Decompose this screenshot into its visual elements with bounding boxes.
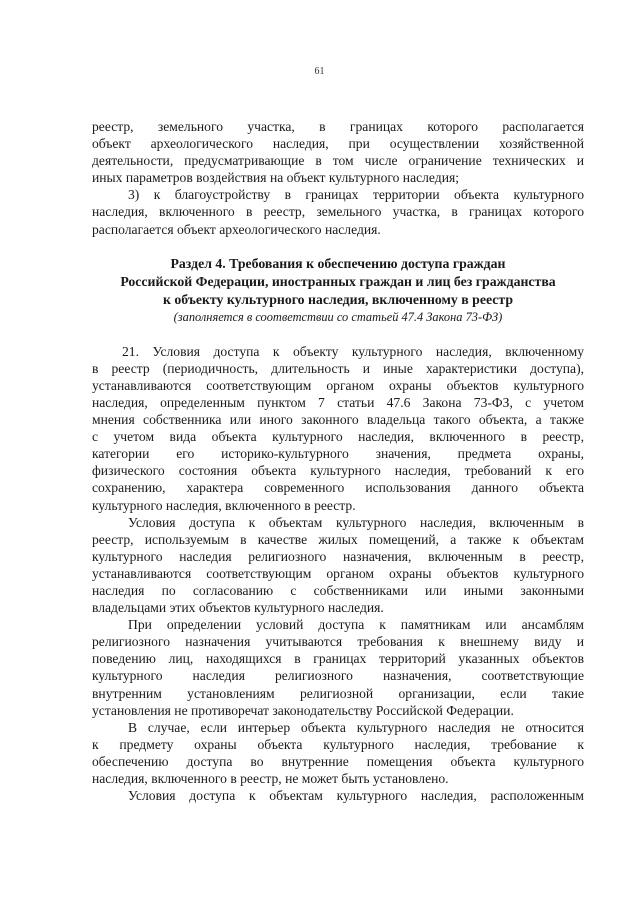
page-number: 61 <box>314 66 325 77</box>
section-heading <box>92 255 584 309</box>
text-line: к предмету охраны объекта культурного наследия, требование к <box>92 736 584 752</box>
paragraph-last <box>92 787 584 804</box>
text-line: наследия, включенного в реестр, не может быть установлено. <box>92 771 449 786</box>
text-line: объект археологического наследия, при осуществлении хозяйственной <box>92 136 584 152</box>
text-line: наследия по согласованию с собственниками или иными законными <box>92 582 584 598</box>
text-line: обеспечению доступа во внутренние помещения объекта культурного <box>92 753 584 769</box>
text-line: В случае, если интерьер объекта культурного наследия не относится <box>128 719 584 735</box>
text-line: При определении условий доступа к памятникам или ансамблям <box>128 617 584 633</box>
text-line: поведению лиц, находящихся в границах территорий указанных объектов <box>92 651 584 667</box>
text-line: категории его историко-культурного значения, предмета охраны, <box>92 446 584 462</box>
text-line: установления не противоречат законодательству Российской Федерации. <box>92 702 514 718</box>
text-line: в реестр (периодичность, длительность и иные характеристики доступа), <box>92 360 584 376</box>
text-line: реестр, используемым в качестве жилых помещений, а также к объектам <box>92 531 584 547</box>
text-line: внутренним установлениям религиозной организации, если такие <box>92 685 584 701</box>
text-line: Условия доступа к объектам культурного наследия, расположенным <box>128 788 584 804</box>
text-line: мнения собственника или иного законного владельца такого объекта, а также <box>92 412 584 428</box>
text-line: устанавливаются соответствующим органом охраны объектов культурного <box>92 565 584 581</box>
paragraph-religious-monuments <box>92 616 584 719</box>
text-line: наследия, включенного в реестр, земельного участка, в границах которого <box>92 204 584 220</box>
spacer <box>92 325 584 343</box>
text-line: располагается объект археологического наследия. <box>92 221 381 237</box>
text-line: религиозного назначения учитываются требования к внешнему виду и <box>92 634 584 650</box>
text-line: деятельности, предусматривающие в том числе ограничение технических и <box>92 153 584 169</box>
paragraph-interior <box>92 719 584 787</box>
text-line: сохранению, характера современного использования данного объекта <box>92 480 584 496</box>
text-line: иных параметров воздействия на объект культурного наследия; <box>92 170 460 186</box>
text-line: культурного наследия религиозного назначения, включенным в реестр, <box>92 548 584 564</box>
document-body <box>92 118 584 804</box>
paragraph-item-3 <box>92 186 584 237</box>
text-line: устанавливаются соответствующим органом охраны объектов культурного <box>92 377 584 393</box>
text-line: Условия доступа к объектам культурного наследия, включенным в <box>128 514 584 530</box>
section-note: (заполняется в соответствии со статьей 47.4 Закона 73-ФЗ) <box>173 309 503 324</box>
text-line: с учетом вида объекта культурного наследия, включенного в реестр, <box>92 429 584 445</box>
text-line: культурного наследия религиозного назначения, соответствующие <box>92 668 584 684</box>
text-line: 21. Условия доступа к объекту культурного наследия, включенному <box>122 343 584 359</box>
text-line: 3) к благоустройству в границах территории объекта культурного <box>128 187 584 203</box>
section-heading-line: Российской Федерации, иностранных граждан и лиц без гражданства <box>120 273 556 289</box>
paragraph-21 <box>92 343 584 514</box>
text-line: культурного наследия, включенного в реестр. <box>92 497 356 513</box>
section-heading-line: к объекту культурного наследия, включенному в реестр <box>162 291 514 307</box>
text-line: физического состояния объекта культурного наследия, требований к его <box>92 463 584 479</box>
paragraph-residential-access <box>92 514 584 617</box>
paragraph-continuation <box>92 118 584 186</box>
text-line: наследия, определенным пунктом 7 статьи 47.6 Закона 73-ФЗ, с учетом <box>92 394 584 410</box>
text-line: владельцами этих объектов культурного наследия. <box>92 600 384 616</box>
text-line: реестр, земельного участка, в границах которого располагается <box>92 119 584 134</box>
section-heading-line: Раздел 4. Требования к обеспечению доступа граждан <box>170 255 506 271</box>
